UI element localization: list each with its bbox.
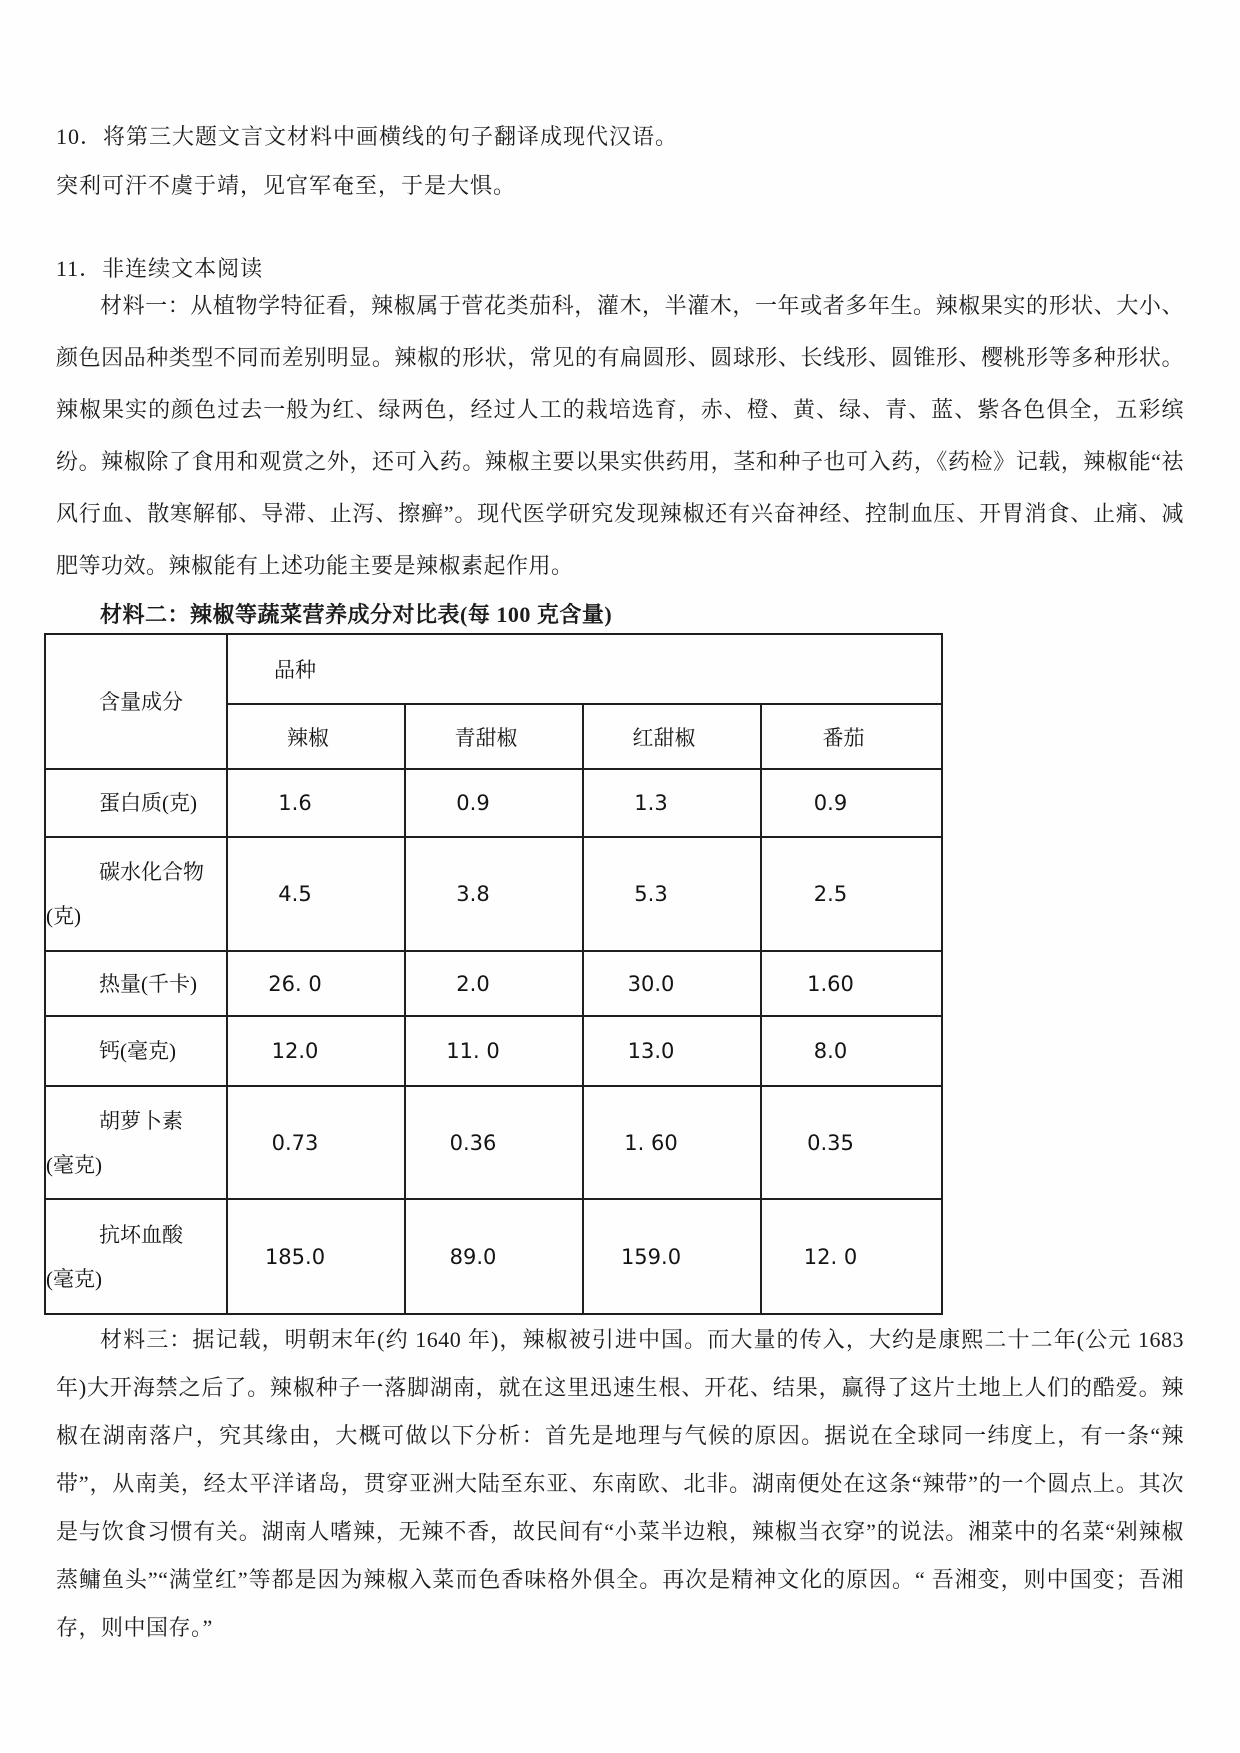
material-2-title: 材料二：辣椒等蔬菜营养成分对比表(每 100 克含量) — [100, 602, 613, 627]
row-label-line: 碳水化合物 — [99, 860, 204, 884]
row-label-line: (毫克) — [46, 1266, 102, 1291]
table-header-row-group — [45, 634, 942, 704]
table-row — [45, 1199, 942, 1314]
corner-header-label: 含量成分 — [99, 689, 183, 714]
translation-sentence: 突利可汗不虞于靖，见官军奄至，于是大惧。 — [56, 173, 517, 198]
question-10: 10．将第三大题文言文材料中画横线的句子翻译成现代汉语。 — [56, 124, 679, 149]
table-cell: 2.0 — [405, 951, 583, 1016]
row-label — [45, 1086, 227, 1199]
material-1-paragraph: 材料一：从植物学特征看，辣椒属于菅花类茄科，灌木，半灌木，一年或者多年生。辣椒果实的形状、大小、颜色因品种类型不同而差别明显。辣椒的形状，常见的有扁圆形、圆球形、长线形、圆锥形、樱桃形等多种形状。辣椒果实的颜色过去一般为红、绿两色，经过人工的栽培选育，赤、橙、黄、绿、青、蓝、紫各色俱全，五彩缤纷。辣椒除了食用和观赏之外，还可入药。辣椒主要以果实供药用，茎和种子也可入药，《药检》记载，辣椒能“祛风行血、散寒解郁、导滞、止泻、擦癣”。现代医学研究发现辣椒还有兴奋神经、控制血压、开胃消食、止痛、减肥等功效。辣椒能有上述功能主要是辣椒素起作用。 — [56, 293, 1184, 578]
table-cell: 12. 0 — [761, 1199, 942, 1314]
corner-header-cell — [45, 634, 227, 769]
table-cell: 185.0 — [227, 1199, 405, 1314]
row-label — [45, 837, 227, 951]
table-cell: 13.0 — [583, 1016, 761, 1086]
row-label-line: 钙(毫克) — [99, 1039, 176, 1063]
table-cell: 1. 60 — [583, 1086, 761, 1199]
table-cell: 0.73 — [227, 1086, 405, 1199]
table-row — [45, 837, 942, 951]
row-label — [45, 769, 227, 837]
table-cell: 30.0 — [583, 951, 761, 1016]
material-3-paragraph: 材料三：据记载，明朝末年(约 1640 年)，辣椒被引进中国。而大量的传入，大约是康熙二十二年(公元 1683 年)大开海禁之后了。辣椒种子一落脚湖南，就在这里迅速生根、开花、结果，赢得了这片土地上人们的酷爱。辣椒在湖南落户，究其缘由，大概可做以下分析：首先是地理与气候的原因。据说在全球同一纬度上，有一条“辣带”，从南美，经太平洋诸岛，贯穿亚洲大陆至东亚、东南欧、北非。湖南便处在这条“辣带”的一个圆点上。其次是与饮食习惯有关。湖南人嗜辣，无辣不香，故民间有“小菜半边粮，辣椒当衣穿”的说法。湘菜中的名菜“剁辣椒蒸鳙鱼头”“满堂红”等都是因为辣椒入菜而色香味格外俱全。再次是精神文化的原因。“ 吾湘变，则中国变；吾湘存，则中国存。” — [56, 1327, 1184, 1640]
table-row — [45, 769, 942, 837]
column-header: 红甜椒 — [583, 704, 761, 769]
group-header-cell: 品种 — [227, 634, 942, 704]
table-cell: 12.0 — [227, 1016, 405, 1086]
table-row — [45, 1016, 942, 1086]
column-header: 青甜椒 — [405, 704, 583, 769]
table-cell: 159.0 — [583, 1199, 761, 1314]
table-cell: 3.8 — [405, 837, 583, 951]
table-row — [45, 951, 942, 1016]
table-cell: 89.0 — [405, 1199, 583, 1314]
table-cell: 1.3 — [583, 769, 761, 837]
table-cell: 0.9 — [761, 769, 942, 837]
nutrition-table — [44, 633, 943, 1315]
table-cell: 0.36 — [405, 1086, 583, 1199]
row-label-line: 胡萝卜素 — [99, 1108, 183, 1133]
table-cell: 2.5 — [761, 837, 942, 951]
table-cell: 0.35 — [761, 1086, 942, 1199]
table-cell: 8.0 — [761, 1016, 942, 1086]
question-11: 11．非连续文本阅读 — [56, 256, 264, 281]
row-label — [45, 951, 227, 1016]
table-cell: 11. 0 — [405, 1016, 583, 1086]
row-label-line: (克) — [46, 904, 81, 928]
row-label — [45, 1199, 227, 1314]
column-header: 辣椒 — [227, 704, 405, 769]
table-cell: 1.60 — [761, 951, 942, 1016]
column-header: 番茄 — [761, 704, 942, 769]
row-label-line: 抗坏血酸 — [99, 1222, 183, 1247]
row-label-line: 热量(千卡) — [99, 971, 197, 996]
table-cell: 26. 0 — [227, 951, 405, 1016]
table-cell: 4.5 — [227, 837, 405, 951]
table-cell: 0.9 — [405, 769, 583, 837]
table-row — [45, 1086, 942, 1199]
row-label-line: 蛋白质(克) — [99, 791, 197, 815]
row-label-line: (毫克) — [46, 1152, 102, 1177]
row-label — [45, 1016, 227, 1086]
table-cell: 5.3 — [583, 837, 761, 951]
table-cell: 1.6 — [227, 769, 405, 837]
